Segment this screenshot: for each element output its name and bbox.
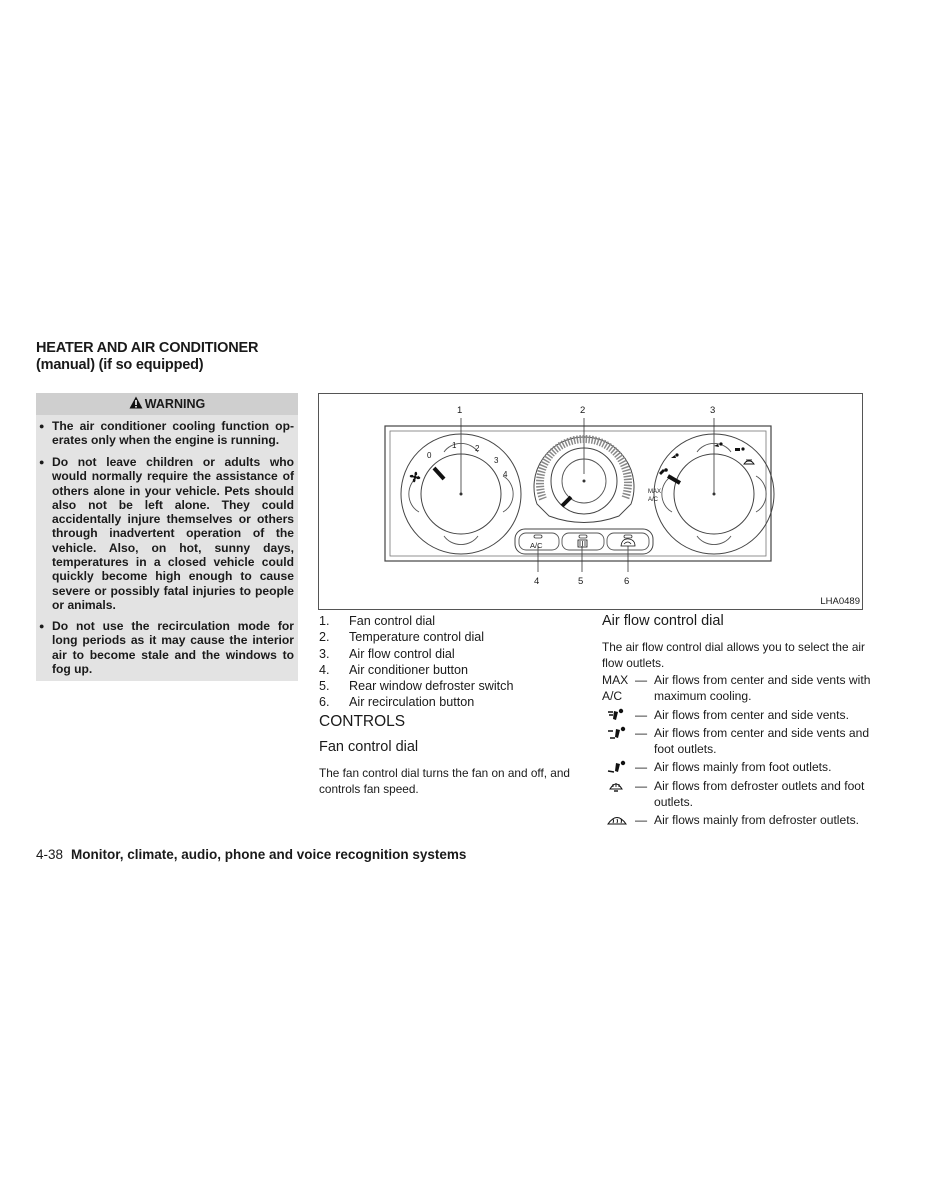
callout-6: 6 [624, 576, 630, 587]
airflow-mode-defrost: — Air flows mainly from defroster outlets. [602, 812, 872, 828]
warning-header [36, 393, 298, 415]
fan-scale-2: 2 [475, 444, 480, 453]
climate-panel-illustration [319, 394, 862, 609]
max-ac-label: MAX A/C [648, 489, 662, 503]
warning-item: ● Do not use the recirculation mode for long periods as it may cause the interior air to become stale and the windows to fog up. [52, 619, 294, 676]
fan-scale-0: 0 [427, 451, 432, 460]
page-footer [36, 847, 466, 862]
warning-item: ● Do not leave children or adults who would normally require the assistance of others alone in your vehicle. Pets should also not be left alone. They could accidentally injure themselves or others through inadvertent operation of the vehicle. Also, on hot, sunny days, temperatures in a closed vehicle could quickly become high enough to cause severe or possibly fatal injuries to people or animals. [52, 455, 294, 612]
list-item: 3. Air flow control dial [319, 646, 455, 661]
list-item: 6. Air recirculation button [319, 695, 475, 710]
callout-3: 3 [710, 405, 716, 416]
airflow-intro: The air flow control dial allows you to select the air flow outlets. [602, 640, 865, 671]
figure-code: LHA0489 [820, 596, 860, 607]
foot-icon [606, 760, 628, 778]
callout-4: 4 [534, 576, 540, 587]
airflow-title: Air flow control dial [602, 613, 724, 629]
airflow-mode-bilevel: — Air flows from center and side vents and foot outlets. [602, 725, 872, 758]
warning-item: ● The air conditioner cooling function op- erates only when the engine is running. [52, 419, 294, 448]
section-subheading: (manual) (if so equipped) [36, 357, 204, 373]
airflow-mode-vent: — Air flows from center and side vents. [602, 707, 872, 723]
ac-button-label: A/C [530, 541, 543, 550]
component-list [319, 613, 513, 711]
warning-box [36, 393, 298, 681]
fan-dial-text: The fan control dial turns the fan on and off, and controls fan speed. [319, 766, 570, 797]
list-item: 1. Fan control dial [319, 614, 436, 628]
fan-icon [410, 472, 421, 483]
callout-5: 5 [578, 576, 584, 587]
chapter-title: Monitor, climate, audio, phone and voice recognition systems [71, 847, 467, 862]
vent-face-icon [606, 708, 626, 726]
fan-scale-3: 3 [494, 456, 499, 465]
list-item: 4. Air conditioner button [319, 662, 469, 677]
warning-label: WARNING [144, 397, 206, 411]
defrost-foot-icon [606, 779, 626, 797]
controls-title: CONTROLS [319, 713, 406, 730]
defrost-icon [606, 813, 628, 831]
section-heading: HEATER AND AIR CONDITIONER [36, 340, 259, 356]
list-item: 5. Rear window defroster switch [319, 679, 514, 694]
fan-dial-title: Fan control dial [319, 739, 419, 755]
fan-scale-4: 4 [503, 470, 508, 479]
callout-2: 2 [580, 405, 586, 416]
page-number: 4-38 [36, 847, 64, 862]
airflow-mode-max-ac: MAX A/C — Air flows from center and side vents with maximum cooling. [602, 673, 871, 704]
airflow-mode-foot: — Air flows mainly from foot outlets. [602, 759, 872, 775]
climate-panel-figure [318, 393, 863, 610]
callout-1: 1 [457, 405, 463, 416]
bilevel-icon [606, 726, 628, 744]
airflow-mode-list [602, 672, 872, 831]
airflow-mode-defrost-foot: — Air flows from defroster outlets and foot outlets. [602, 778, 872, 811]
list-item: 2. Temperature control dial [319, 630, 485, 645]
warning-triangle-icon [129, 394, 143, 416]
fan-scale-1: 1 [452, 441, 457, 450]
